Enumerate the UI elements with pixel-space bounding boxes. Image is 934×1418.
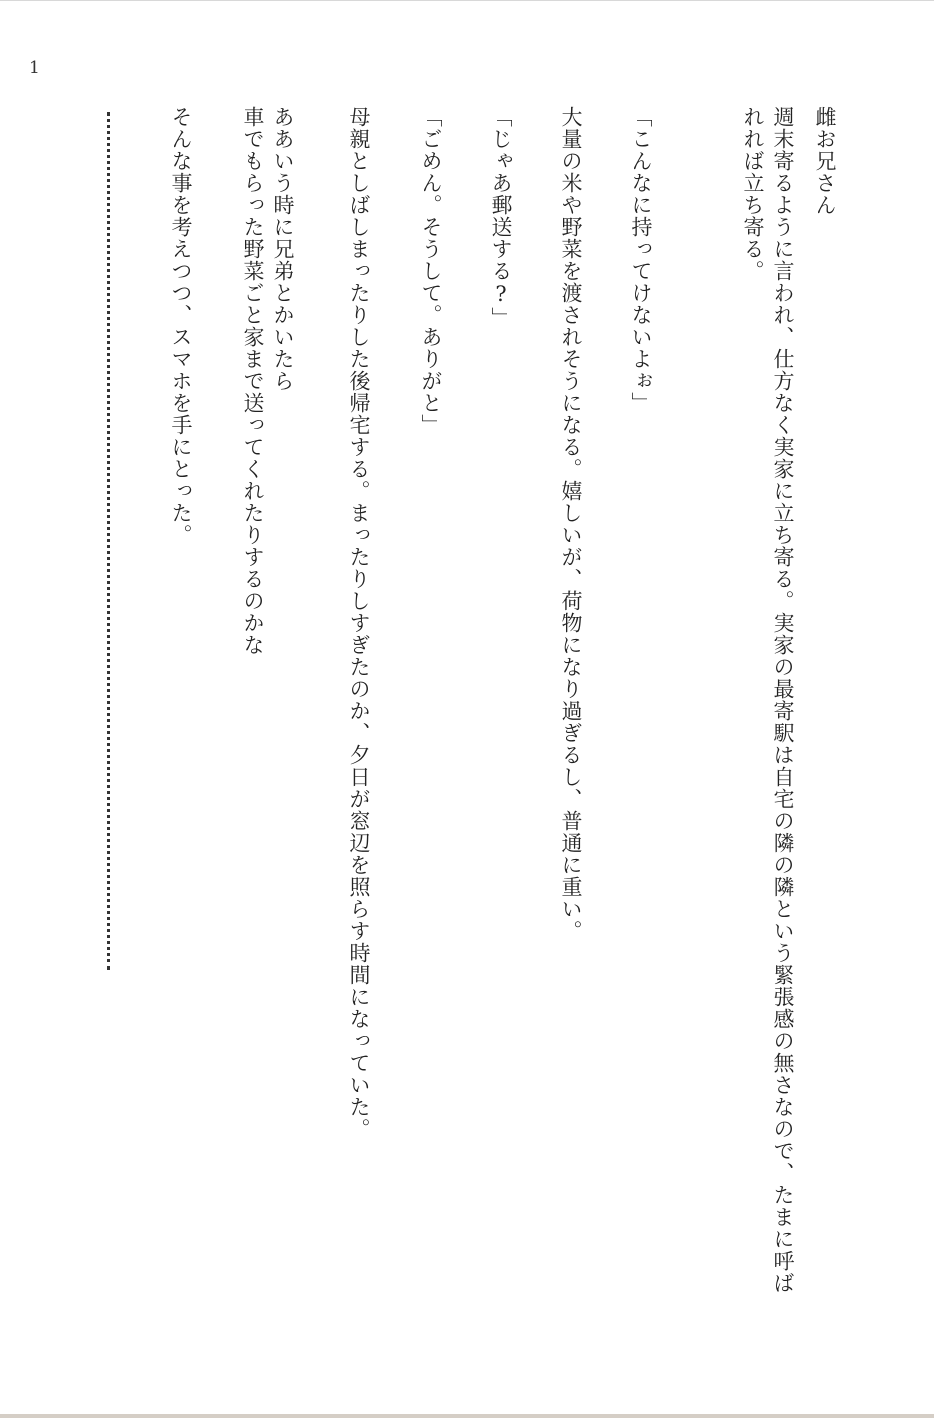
page-number: 1 [29,58,40,78]
paragraph-5: そんな事を考えつつ、スマホを手にとった。 [169,106,193,546]
dialogue-3: 「ごめん。そうして。ありがと」 [419,106,443,436]
paragraph-1: 週末寄るように言われ、仕方なく実家に立ち寄る。実家の最寄駅は自宅の隣の隣という緊張感の無さなので、たまに呼ばれれば立ち寄る。 [741,106,795,1294]
dotted-separator [107,112,110,970]
top-border [0,0,934,1]
dialogue-2: 「じゃあ郵送する?」 [489,106,513,329]
vertical-text-page [60,106,850,1356]
paragraph-3: 母親としばしまったりした後帰宅する。まったりしすぎたのか、夕日が窓辺を照らす時間になっていた。 [347,106,371,1140]
paragraph-4: ああいう時に兄弟とかいたら 車でもらった野菜ごと家まで送ってくれたりするのかな [241,106,295,656]
paragraph-2: 大量の米や野菜を渡されそうになる。嬉しいが、荷物になり過ぎるし、普通に重い。 [559,106,583,942]
dialogue-1: 「こんなに持ってけないよぉ」 [629,106,653,414]
paragraph-title: 雌お兄さん [813,106,837,216]
bottom-border [0,1414,934,1418]
